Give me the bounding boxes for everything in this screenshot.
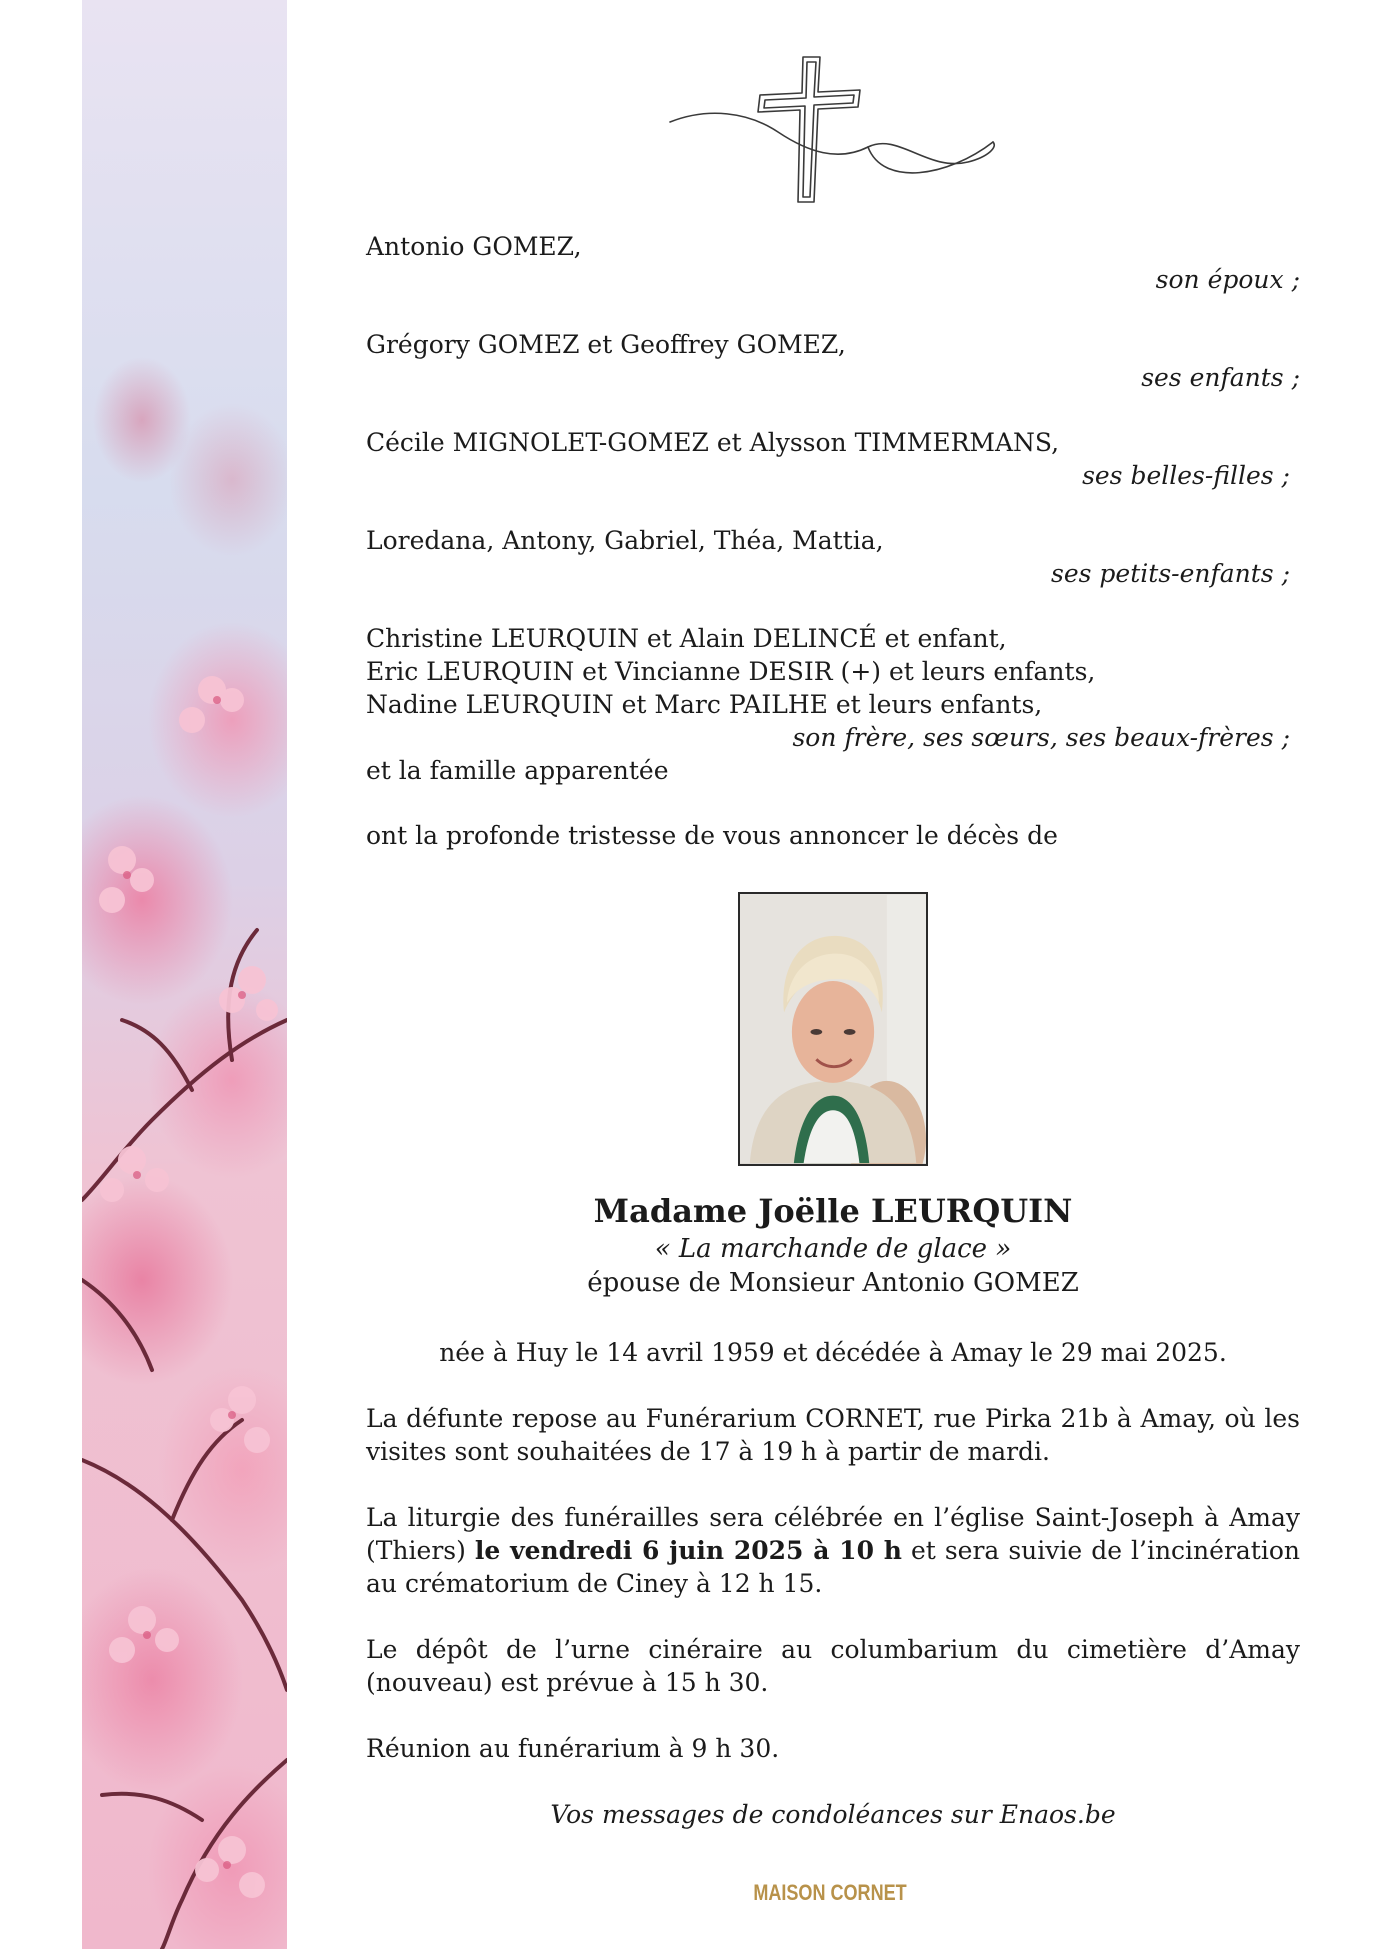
portrait-photo: [738, 892, 928, 1166]
family-group-children: [366, 328, 1300, 394]
family-list: [366, 230, 1300, 852]
family-names: Nadine LEURQUIN et Marc PAILHE et leurs enfants,: [366, 690, 1043, 719]
deceased-name: Madame Joëlle LEURQUIN: [593, 1192, 1073, 1230]
funeral-home-logo: MAISON CORNET: [753, 1880, 907, 1905]
liturgy-text-start: La liturgie des funérailles sera célébrée en l’église Saint-Joseph à Amay (Thiers): [366, 1503, 1300, 1565]
family-names: Loredana, Antony, Gabriel, Théa, Mattia,: [366, 526, 884, 555]
family-names: Eric LEURQUIN et Vincianne DESIR (+) et leurs enfants,: [366, 657, 1096, 686]
extended-family: et la famille apparentée: [366, 756, 669, 785]
family-role: son époux ;: [1155, 265, 1300, 294]
cross-icon: [668, 52, 998, 212]
family-group-spouse: [366, 230, 1300, 296]
family-names: Antonio GOMEZ,: [366, 232, 582, 261]
family-group-daughters-in-law: [366, 426, 1300, 492]
liturgy-info: [366, 1501, 1300, 1600]
meeting-info: Réunion au funérarium à 9 h 30.: [366, 1734, 780, 1763]
condolences-link-text: Vos messages de condoléances sur Enaos.be: [550, 1800, 1116, 1829]
visitation-info: La défunte repose au Funérarium CORNET, rue Pirka 21b à Amay, où les visites sont souhaitées de 17 à 19 h à partir de mardi.: [366, 1404, 1300, 1466]
family-names: Grégory GOMEZ et Geoffrey GOMEZ,: [366, 330, 846, 359]
birth-death-dates: née à Huy le 14 avril 1959 et décédée à Amay le 29 mai 2025.: [439, 1338, 1227, 1367]
family-group-siblings: [366, 622, 1300, 754]
deceased-title: [366, 1190, 1300, 1300]
cherry-blossom-panel: [82, 0, 287, 1949]
family-group-grandchildren: [366, 524, 1300, 590]
family-role: ses petits-enfants ;: [1051, 559, 1290, 588]
liturgy-date: le vendredi 6 juin 2025 à 10 h: [474, 1536, 902, 1565]
announcement-text: ont la profonde tristesse de vous annoncer le décès de: [366, 821, 1058, 850]
family-role: son frère, ses sœurs, ses beaux-frères ;: [792, 723, 1290, 752]
blossom-branches-illustration: [82, 0, 287, 1949]
family-names: Cécile MIGNOLET-GOMEZ et Alysson TIMMERMANS,: [366, 428, 1060, 457]
liturgy-text-end: et sera suivie de l’incinération au crématorium de Ciney à 12 h 15.: [366, 1536, 1300, 1598]
family-role: ses enfants ;: [1141, 363, 1300, 392]
funeral-details: [366, 1336, 1300, 1798]
portrait-illustration: [740, 894, 926, 1164]
deceased-spouse: épouse de Monsieur Antonio GOMEZ: [587, 1268, 1079, 1298]
family-names: Christine LEURQUIN et Alain DELINCÉ et enfant,: [366, 624, 1007, 653]
deceased-nickname: « La marchande de glace »: [654, 1234, 1012, 1264]
urn-info: Le dépôt de l’urne cinéraire au columbarium du cimetière d’Amay (nouveau) est prévue à 15 h 30.: [366, 1635, 1300, 1697]
family-role: ses belles-filles ;: [1082, 461, 1290, 490]
